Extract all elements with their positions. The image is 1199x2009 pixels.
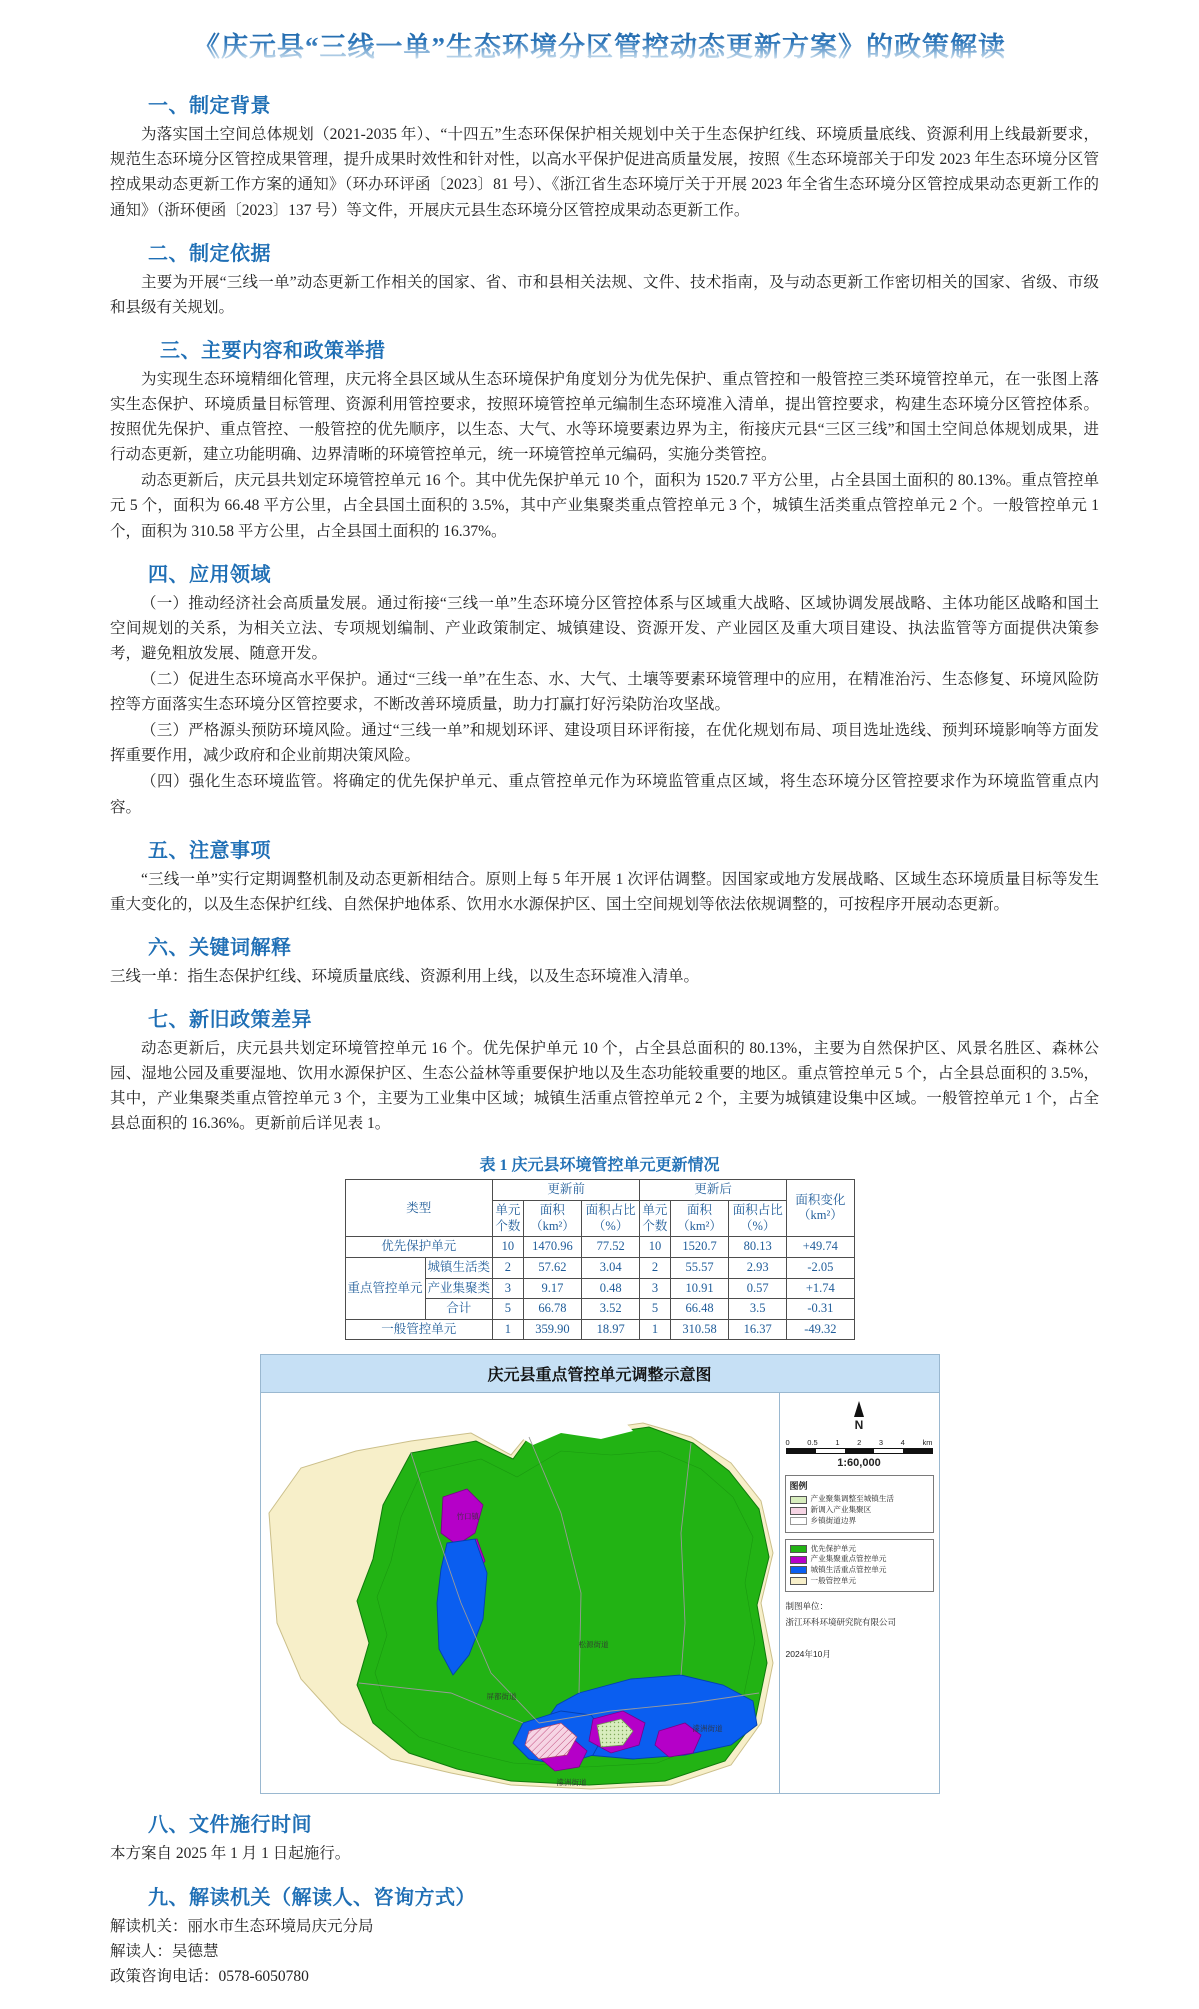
th-change: 面积变化（km²） (787, 1180, 854, 1237)
table-row (345, 1257, 854, 1278)
map-place-label: 松源街道 (578, 1640, 609, 1650)
section-heading-4: 四、应用领域 (148, 563, 271, 586)
cell-after-count: 5 (640, 1299, 671, 1320)
compass-icon (780, 1393, 939, 1432)
map-place-label: 濛洲街道 (556, 1778, 587, 1788)
cell-label: 合计 (425, 1299, 493, 1320)
legend-label: 乡镇街道边界 (810, 1515, 857, 1525)
section-4-paragraph-4: （四）强化生态环境监管。将确定的优先保护单元、重点管控单元作为环境监管重点区域，将生态环境分区管控要求作为环境监管重点内容。 (110, 773, 1099, 816)
cell-change: -49.32 (787, 1319, 854, 1340)
cell-after-share: 3.5 (729, 1299, 787, 1320)
section-4-paragraph-3: （三）严格源头预防环境风险。通过“三线一单”和规划环评、建设项目环评衔接，在优化规划布局、项目选址选线、预判环境影响等方面发挥重要作用，减少政府和企业前期决策风险。 (110, 722, 1099, 765)
scale-bar-graphic (786, 1448, 933, 1454)
cell-after-share: 80.13 (729, 1237, 787, 1258)
legend-item (790, 1495, 929, 1504)
table-row (345, 1237, 854, 1258)
scale-unit: km (922, 1438, 933, 1448)
legend-item (790, 1517, 929, 1526)
cell-label: 产业集聚类 (425, 1278, 493, 1299)
cell-before-area: 9.17 (523, 1278, 581, 1299)
scale-tick: 0 (785, 1438, 790, 1448)
cell-after-share: 0.57 (729, 1278, 787, 1299)
cell-after-area: 1520.7 (670, 1237, 728, 1258)
cell-before-count: 2 (493, 1257, 524, 1278)
th-after-count: 单元个数 (640, 1201, 671, 1237)
section-6-paragraph-1: 三线一单：指生态保护红线、环境质量底线、资源利用上线，以及生态环境准入清单。 (110, 967, 700, 985)
cell-before-area: 66.78 (523, 1299, 581, 1320)
legend-label: 产业聚集调整至城镇生活 (810, 1494, 895, 1504)
legend-title: 图例 (789, 1481, 808, 1492)
cell-before-count: 3 (493, 1278, 524, 1299)
cell-before-share: 3.04 (582, 1257, 640, 1278)
cell-before-count: 5 (493, 1299, 524, 1320)
map-sidebar (779, 1393, 939, 1793)
th-before-share: 面积占比（%） (582, 1201, 640, 1237)
map-place-label: 屏都街道 (486, 1692, 517, 1702)
legend-swatch-icon (790, 1545, 807, 1553)
section-1-paragraph-1: 为落实国土空间总体规划（2021-2035 年）、“十四五”生态环保保护相关规划中关于生态保护红线、环境质量底线、资源利用上线最新要求，规范生态环境分区管控成果管理，提升成果时效性和针对性，以高水平保护促进高质量发展，按照《生态环境部关于印发 2023 年生态环境分区管控成果动态更新工作方案的通知》（环办环评函〔2023〕81 号）、《浙江省生态环境厅关于开展 2023 年全省生态环境分区管控成果动态更新工作的通知》（浙环便函〔2023〕137 号）等文件，开展庆元县生态环境分区管控成果动态更新工作。 (110, 126, 1099, 219)
legend-item (790, 1577, 929, 1586)
document-page (0, 18, 1199, 2009)
section-heading-7: 七、新旧政策差异 (148, 1008, 312, 1031)
th-after-area: 面积（km²） (670, 1201, 728, 1237)
legend-swatch-icon (790, 1496, 807, 1504)
section-2-paragraph-1: 主要为开展“三线一单”动态更新工作相关的国家、省、市和县相关法规、文件、技术指南，及与动态更新工作密切相关的国家、省级、市级和县级有关规划。 (110, 273, 1099, 316)
credit-title: 制图单位： (785, 1601, 829, 1612)
cell-after-area: 66.48 (670, 1299, 728, 1320)
section-heading-6: 六、关键词解释 (148, 936, 292, 959)
cell-before-area: 359.90 (523, 1319, 581, 1340)
section-heading-5: 五、注意事项 (148, 839, 271, 862)
legend-swatch-icon (790, 1556, 807, 1564)
table-caption: 表 1 庆元县环境管控单元更新情况 (479, 1157, 720, 1175)
cell-change: -2.05 (787, 1257, 854, 1278)
legend-label: 优先保护单元 (810, 1543, 857, 1553)
map-title: 庆元县重点管控单元调整示意图 (261, 1355, 939, 1393)
section-heading-8: 八、文件施行时间 (148, 1814, 312, 1837)
table-row (345, 1319, 854, 1340)
map-canvas[interactable] (261, 1393, 781, 1793)
section-4-paragraph-1: （一）推动经济社会高质量发展。通过衔接“三线一单”生态环境分区管控体系与区域重大战略、区域协调发展战略、主体功能区战略和国土空间规划的关系，为相关立法、专项规划编制、产业政策制定、城镇建设、资源开发、产业园区及重大项目建设、执法监管等方面提供决策参考，避免粗放发展、随意开发。 (110, 594, 1099, 662)
legend-top (785, 1475, 934, 1532)
cell-after-area: 10.91 (670, 1278, 728, 1299)
cell-change: +1.74 (787, 1278, 854, 1299)
section-heading-3: 三、主要内容和政策举措 (160, 339, 386, 362)
cell-before-share: 77.52 (582, 1237, 640, 1258)
credit-org: 浙江环科环境研究院有限公司 (785, 1617, 897, 1628)
legend-label: 新调入产业集聚区 (810, 1505, 872, 1515)
legend-item (790, 1555, 929, 1564)
map-figure (260, 1354, 940, 1794)
cell-after-count: 3 (640, 1278, 671, 1299)
section-heading-2: 二、制定依据 (148, 242, 271, 265)
scale-tick: 4 (900, 1438, 905, 1448)
section-7-paragraph-1: 动态更新后，庆元县共划定环境管控单元 16 个。优先保护单元 10 个，占全县总面积的 80.13%，主要为自然保护区、风景名胜区、森林公园、湿地公园及重要湿地、饮用水源保护区、生态公益林等重要保护地以及生态功能较重要的地区。重点管控单元 5 个，占全县总面积的 3.5%，其中，产业集聚类重点管控单元 3 个，主要为工业集中区域；城镇生活重点管控单元 2 个，主要为城镇建设集中区域。一般管控单元 1 个，占全县总面积的 16.36%。更新前后详见表 1。 (110, 1039, 1099, 1133)
th-type: 类型 (345, 1180, 493, 1237)
north-arrow-icon (854, 1401, 864, 1417)
cell-group-label: 重点管控单元 (345, 1257, 425, 1319)
cell-change: -0.31 (787, 1299, 854, 1320)
cell-before-count: 1 (493, 1319, 524, 1340)
section-4-paragraph-2: （二）促进生态环境高水平保护。通过“三线一单”在生态、水、大气、土壤等要素环境管理中的应用，在精准治污、生态修复、环境风险防控等方面落实生态环境分区管控要求，不断改善环境质量，助力打赢打好污染防治攻坚战。 (110, 671, 1099, 714)
scale-ratio: 1:60,000 (837, 1457, 881, 1470)
cell-after-count: 10 (640, 1237, 671, 1258)
scale-tick: 1 (835, 1438, 840, 1448)
cell-after-share: 16.37 (729, 1319, 787, 1340)
th-after-share: 面积占比（%） (729, 1201, 787, 1237)
cell-before-area: 57.62 (523, 1257, 581, 1278)
scale-ticks (786, 1438, 933, 1447)
cell-before-share: 3.52 (582, 1299, 640, 1320)
scale-tick: 2 (857, 1438, 862, 1448)
legend-swatch-icon (790, 1566, 807, 1574)
th-after: 更新后 (640, 1180, 787, 1201)
table-header-row-group (345, 1180, 854, 1201)
cell-before-share: 0.48 (582, 1278, 640, 1299)
contact-phone: 政策咨询电话：0578-6050780 (110, 1967, 309, 1985)
th-before-area: 面积（km²） (523, 1201, 581, 1237)
cell-after-area: 310.58 (670, 1319, 728, 1340)
cell-after-share: 2.93 (729, 1257, 787, 1278)
scale-bar (786, 1438, 933, 1469)
legend-label: 一般管控单元 (810, 1575, 857, 1585)
section-3-paragraph-2: 动态更新后，庆元县共划定环境管控单元 16 个。其中优先保护单元 10 个，面积为 1520.7 平方公里，占全县国土面积的 80.13%。重点管控单元 5 个，面积为 66.48 平方公里，占全县国土面积的 3.5%，其中产业集聚类重点管控单元 3 个，城镇生活类重点管控单元 2 个。一般管控单元 1 个，面积为 310.58 平方公里，占全县国土面积的 16.37%。 (110, 472, 1099, 540)
section-3-paragraph-1: 为实现生态环境精细化管理，庆元将全县区域从生态环境保护角度划分为优先保护、重点管控和一般管控三类环境管控单元，在一张图上落实生态保护、环境质量目标管理、资源利用管控要求，按照环境管控单元编制生态环境准入清单，提出管控要求，构建生态环境分区管控体系。按照优先保护、重点管控、一般管控的优先顺序，以生态、大气、水等环境要素边界为主，衔接庆元县“三区三线”和国土空间总体规划成果，进行动态更新，建立功能明确、边界清晰的环境管控单元，统一环境管控单元编码，实施分类管控。 (110, 370, 1099, 464)
cell-change: +49.74 (787, 1237, 854, 1258)
cell-label: 优先保护单元 (345, 1237, 493, 1258)
section-5-paragraph-1: “三线一单”实行定期调整机制及动态更新相结合。原则上每 5 年开展 1 次评估调整。因国家或地方发展战略、区域生态环境质量目标等发生重大变化的，以及生态保护红线、自然保护地体系、饮用水水源保护区、国土空间规划等依法依规调整的，可按程序开展动态更新。 (110, 870, 1099, 913)
page-title: 《庆元县“三线一单”生态环境分区管控动态更新方案》的政策解读 (0, 18, 1199, 71)
cell-before-area: 1470.96 (523, 1237, 581, 1258)
legend-item (790, 1506, 929, 1515)
legend-label: 城镇生活重点管控单元 (810, 1565, 887, 1575)
map-credit (786, 1600, 933, 1661)
environment-unit-update-table (345, 1179, 855, 1340)
section-8-text: 本方案自 2025 年 1 月 1 日起施行。 (110, 1845, 351, 1863)
legend-swatch-icon (790, 1507, 807, 1515)
legend-item (790, 1566, 929, 1575)
scale-tick: 3 (878, 1438, 884, 1448)
th-before-count: 单元个数 (493, 1201, 524, 1237)
cell-label: 城镇生活类 (425, 1257, 493, 1278)
contact-agency: 解读机关：丽水市生态环境局庆元分局 (110, 1917, 374, 1935)
contact-person: 解读人：吴德慧 (110, 1942, 219, 1960)
map-body (261, 1393, 939, 1793)
cell-after-count: 2 (640, 1257, 671, 1278)
cell-before-share: 18.97 (582, 1319, 640, 1340)
section-heading-1: 一、制定背景 (148, 95, 271, 118)
credit-date: 2024年10月 (785, 1648, 831, 1659)
th-before: 更新前 (493, 1180, 640, 1201)
cell-after-area: 55.57 (670, 1257, 728, 1278)
cell-after-count: 1 (640, 1319, 671, 1340)
map-place-label: 竹口镇 (456, 1512, 479, 1522)
section-heading-9: 九、解读机关（解读人、咨询方式） (148, 1886, 476, 1909)
legend-item (790, 1545, 929, 1554)
cell-label: 一般管控单元 (345, 1319, 493, 1340)
cell-before-count: 10 (493, 1237, 524, 1258)
compass-label: N (854, 1418, 864, 1433)
legend-main (785, 1539, 934, 1593)
legend-label: 产业集聚重点管控单元 (810, 1554, 887, 1564)
map-place-label: 濛洲街道 (692, 1724, 723, 1734)
scale-tick: 0.5 (807, 1438, 818, 1448)
legend-swatch-icon (790, 1517, 807, 1525)
legend-swatch-icon (790, 1577, 807, 1585)
